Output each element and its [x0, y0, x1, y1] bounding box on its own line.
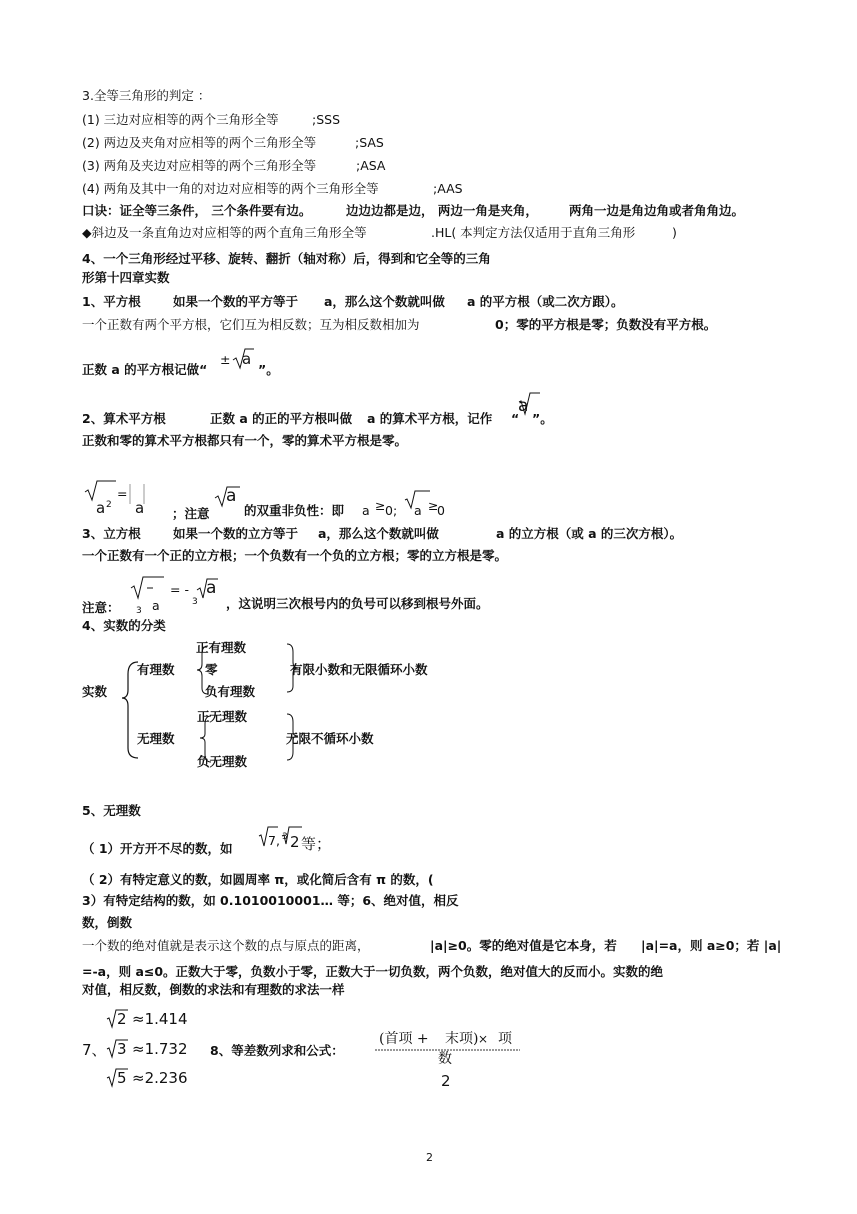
cube-index: 3	[136, 606, 142, 616]
sqrt-heading: 1、平方根	[82, 294, 141, 309]
rule-sss-code: ;SSS	[312, 112, 341, 127]
finite-decimal-label: 有限小数和无限循环小数	[290, 662, 428, 677]
infinite-decimal-label: 无限不循环小数	[286, 731, 374, 746]
real-brace	[120, 660, 142, 760]
sqrt-notation-var: a	[242, 350, 252, 368]
cube-neg-a: a	[152, 598, 160, 613]
plus-minus-symbol: ±	[220, 352, 231, 367]
hl-rule-note: .HL( 本判定方法仅适用于直角三角形	[431, 225, 636, 240]
hl-rule-close: )	[672, 225, 677, 240]
zero-label: 零	[205, 662, 218, 677]
sqrt-prop-2: 0；零的平方根是零；负数没有平方根。	[495, 317, 717, 332]
arith-def-q2: ”。	[532, 411, 553, 426]
nonneg-zero-2: 0	[437, 503, 445, 518]
approx-value-5: ≈2.236	[132, 1069, 188, 1087]
abs-def-1: 一个数的绝对值就是表示这个数的点与原点的距离，	[82, 938, 370, 953]
approx-root-3: 3	[117, 1040, 127, 1058]
cube-def-2: a，那么这个数就叫做	[318, 526, 439, 541]
sqrt-notation-text: 正数 a 的平方根记做“	[82, 362, 208, 377]
rule-sas-code: ;SAS	[355, 135, 384, 150]
series-label: 8、等差数列求和公式：	[210, 1043, 344, 1058]
cube-def-1: 如果一个数的立方等于	[173, 526, 299, 541]
neg-irrational-label: 负无理数	[197, 754, 248, 769]
cube-note-label: 注意：	[82, 600, 120, 615]
nonneg-b: a	[414, 503, 422, 518]
irrational-line-3: 3）有特定结构的数，如 0.1010010001… 等；6、绝对值，相反	[82, 893, 459, 908]
sqrt-def-2: a，那么这个数就叫做	[324, 294, 445, 309]
classify-heading: 4、实数的分类	[82, 618, 166, 633]
radical-sign	[130, 576, 166, 600]
series-numerator-3: 项	[498, 1031, 512, 1047]
rational-brace	[196, 644, 210, 696]
irrational-example-index: 3	[282, 832, 288, 842]
neg-rational-label: 负有理数	[205, 684, 256, 699]
note-label: ；注意	[172, 506, 210, 521]
irrational-brace	[199, 714, 213, 764]
cube-def-3: a 的立方根（或 a 的三次方根）。	[496, 526, 683, 541]
nonneg-text: 的双重非负性：即	[244, 503, 345, 518]
formula-equals: =	[117, 486, 128, 501]
note-var: a	[226, 486, 237, 506]
arith-zero-text: 正数和零的算术平方根都只有一个，零的算术平方根是零。	[82, 433, 408, 448]
approx-value-3: ≈1.732	[132, 1040, 188, 1058]
sqrt-def-1: 如果一个数的平方等于	[173, 294, 299, 309]
series-numerator-2: 末项)	[445, 1031, 479, 1047]
irrational-heading: 5、无理数	[82, 803, 141, 818]
formula-a: a	[96, 499, 106, 517]
series-numerator-4: 数	[438, 1051, 452, 1067]
arith-heading: 2、算术平方根	[82, 411, 166, 426]
irrational-example-2: 2	[290, 833, 300, 851]
cube-heading: 3、立方根	[82, 526, 141, 541]
formula-exponent: 2	[106, 500, 112, 510]
series-numerator-1: (首项 +	[379, 1031, 429, 1047]
abs-def-2: |a|≥0。零的绝对值是它本身，若	[430, 938, 617, 953]
irrational-example-etc: 等；	[301, 835, 332, 853]
mnemonic-part2: 边边边都是边， 两边一角是夹角，	[346, 203, 538, 218]
series-times: ×	[478, 1032, 489, 1046]
arith-def-q1: “	[511, 411, 520, 426]
rule-sas: (2) 两边及夹角对应相等的两个三角形全等	[82, 135, 317, 150]
finite-brace	[285, 642, 299, 694]
pos-rational-label: 正有理数	[196, 640, 247, 655]
cube-equals: = -	[170, 582, 189, 597]
item-7-label: 7、	[82, 1041, 107, 1059]
mnemonic-part1: 口诀：证全等三条件， 三个条件要有边。	[82, 203, 312, 218]
cube-explain: ，这说明三次根号内的负号可以移到根号外面。	[226, 596, 489, 611]
nonneg-ge-2: ≥	[428, 498, 439, 513]
nonneg-a: a	[362, 503, 370, 518]
approx-root-5: 5	[117, 1069, 127, 1087]
irrational-example-7: 7,	[268, 833, 280, 848]
irrational-label: 无理数	[137, 731, 175, 746]
approx-root-2: 2	[117, 1010, 127, 1028]
irrational-line-2: （ 2）有特定意义的数，如圆周率 π，或化简后含有 π 的数，(	[82, 872, 434, 887]
formula-rhs: a	[135, 499, 145, 517]
sqrt-def-3: a 的平方根（或二次方跟）。	[467, 294, 624, 309]
infinite-brace	[285, 712, 299, 762]
real-number-label: 实数	[82, 684, 108, 699]
irrational-line-1: （ 1）开方开不尽的数，如	[82, 841, 233, 856]
rational-label: 有理数	[137, 662, 175, 677]
arith-def-var: a	[518, 396, 529, 416]
arith-def-1: 正数 a 的正的平方根叫做	[210, 411, 353, 426]
sqrt-notation-close: ”。	[258, 362, 279, 377]
rule-asa-code: ;ASA	[356, 158, 386, 173]
abs-def-3: |a|=a，则 a≥0；若 |a|	[641, 938, 782, 953]
abs-def-line-3: 对值，相反数，倒数的求法和有理数的求法一样	[82, 982, 345, 997]
page-number: 2	[426, 1151, 433, 1164]
cube-index-2: 3	[192, 597, 198, 607]
arith-def-2: a 的算术平方根，记作	[367, 411, 493, 426]
rule-aas-code: ;AAS	[433, 181, 463, 196]
transform-line: 4、一个三角形经过平移、旋转、翻折（轴对称）后，得到和它全等的三角	[82, 251, 491, 266]
nonneg-ge-1: ≥	[375, 498, 386, 513]
sqrt-prop-1: 一个正数有两个平方根，它们互为相反数；互为相反数相加为	[82, 317, 420, 332]
abs-def-line-2: =-a，则 a≤0。正数大于零，负数小于零，正数大于一切负数，两个负数，绝对值大的反而小。实数的绝	[82, 964, 664, 979]
mnemonic-part3: 两角一边是角边角或者角角边。	[569, 203, 745, 218]
rule-aas: (4) 两角及其中一角的对边对应相等的两个三角形全等	[82, 181, 379, 196]
rule-sss: (1) 三边对应相等的两个三角形全等	[82, 112, 279, 127]
cube-prop: 一个正数有一个正的立方根；一个负数有一个负的立方根；零的立方根是零。	[82, 548, 508, 563]
hl-rule-text: ◆斜边及一条直角边对应相等的两个直角三角形全等	[82, 225, 367, 240]
pos-irrational-label: 正无理数	[197, 709, 248, 724]
cube-rhs: a	[206, 578, 217, 598]
sec3-title: 3.全等三角形的判定 ：	[82, 88, 211, 103]
rule-asa: (3) 两角及夹边对应相等的两个三角形全等	[82, 158, 317, 173]
approx-value-2: ≈1.414	[132, 1010, 188, 1028]
nonneg-zero-1: 0;	[385, 503, 398, 518]
irrational-line-4: 数，倒数	[82, 915, 133, 930]
chapter-title: 形第十四章实数	[82, 270, 170, 285]
series-denominator: 2	[441, 1072, 451, 1090]
